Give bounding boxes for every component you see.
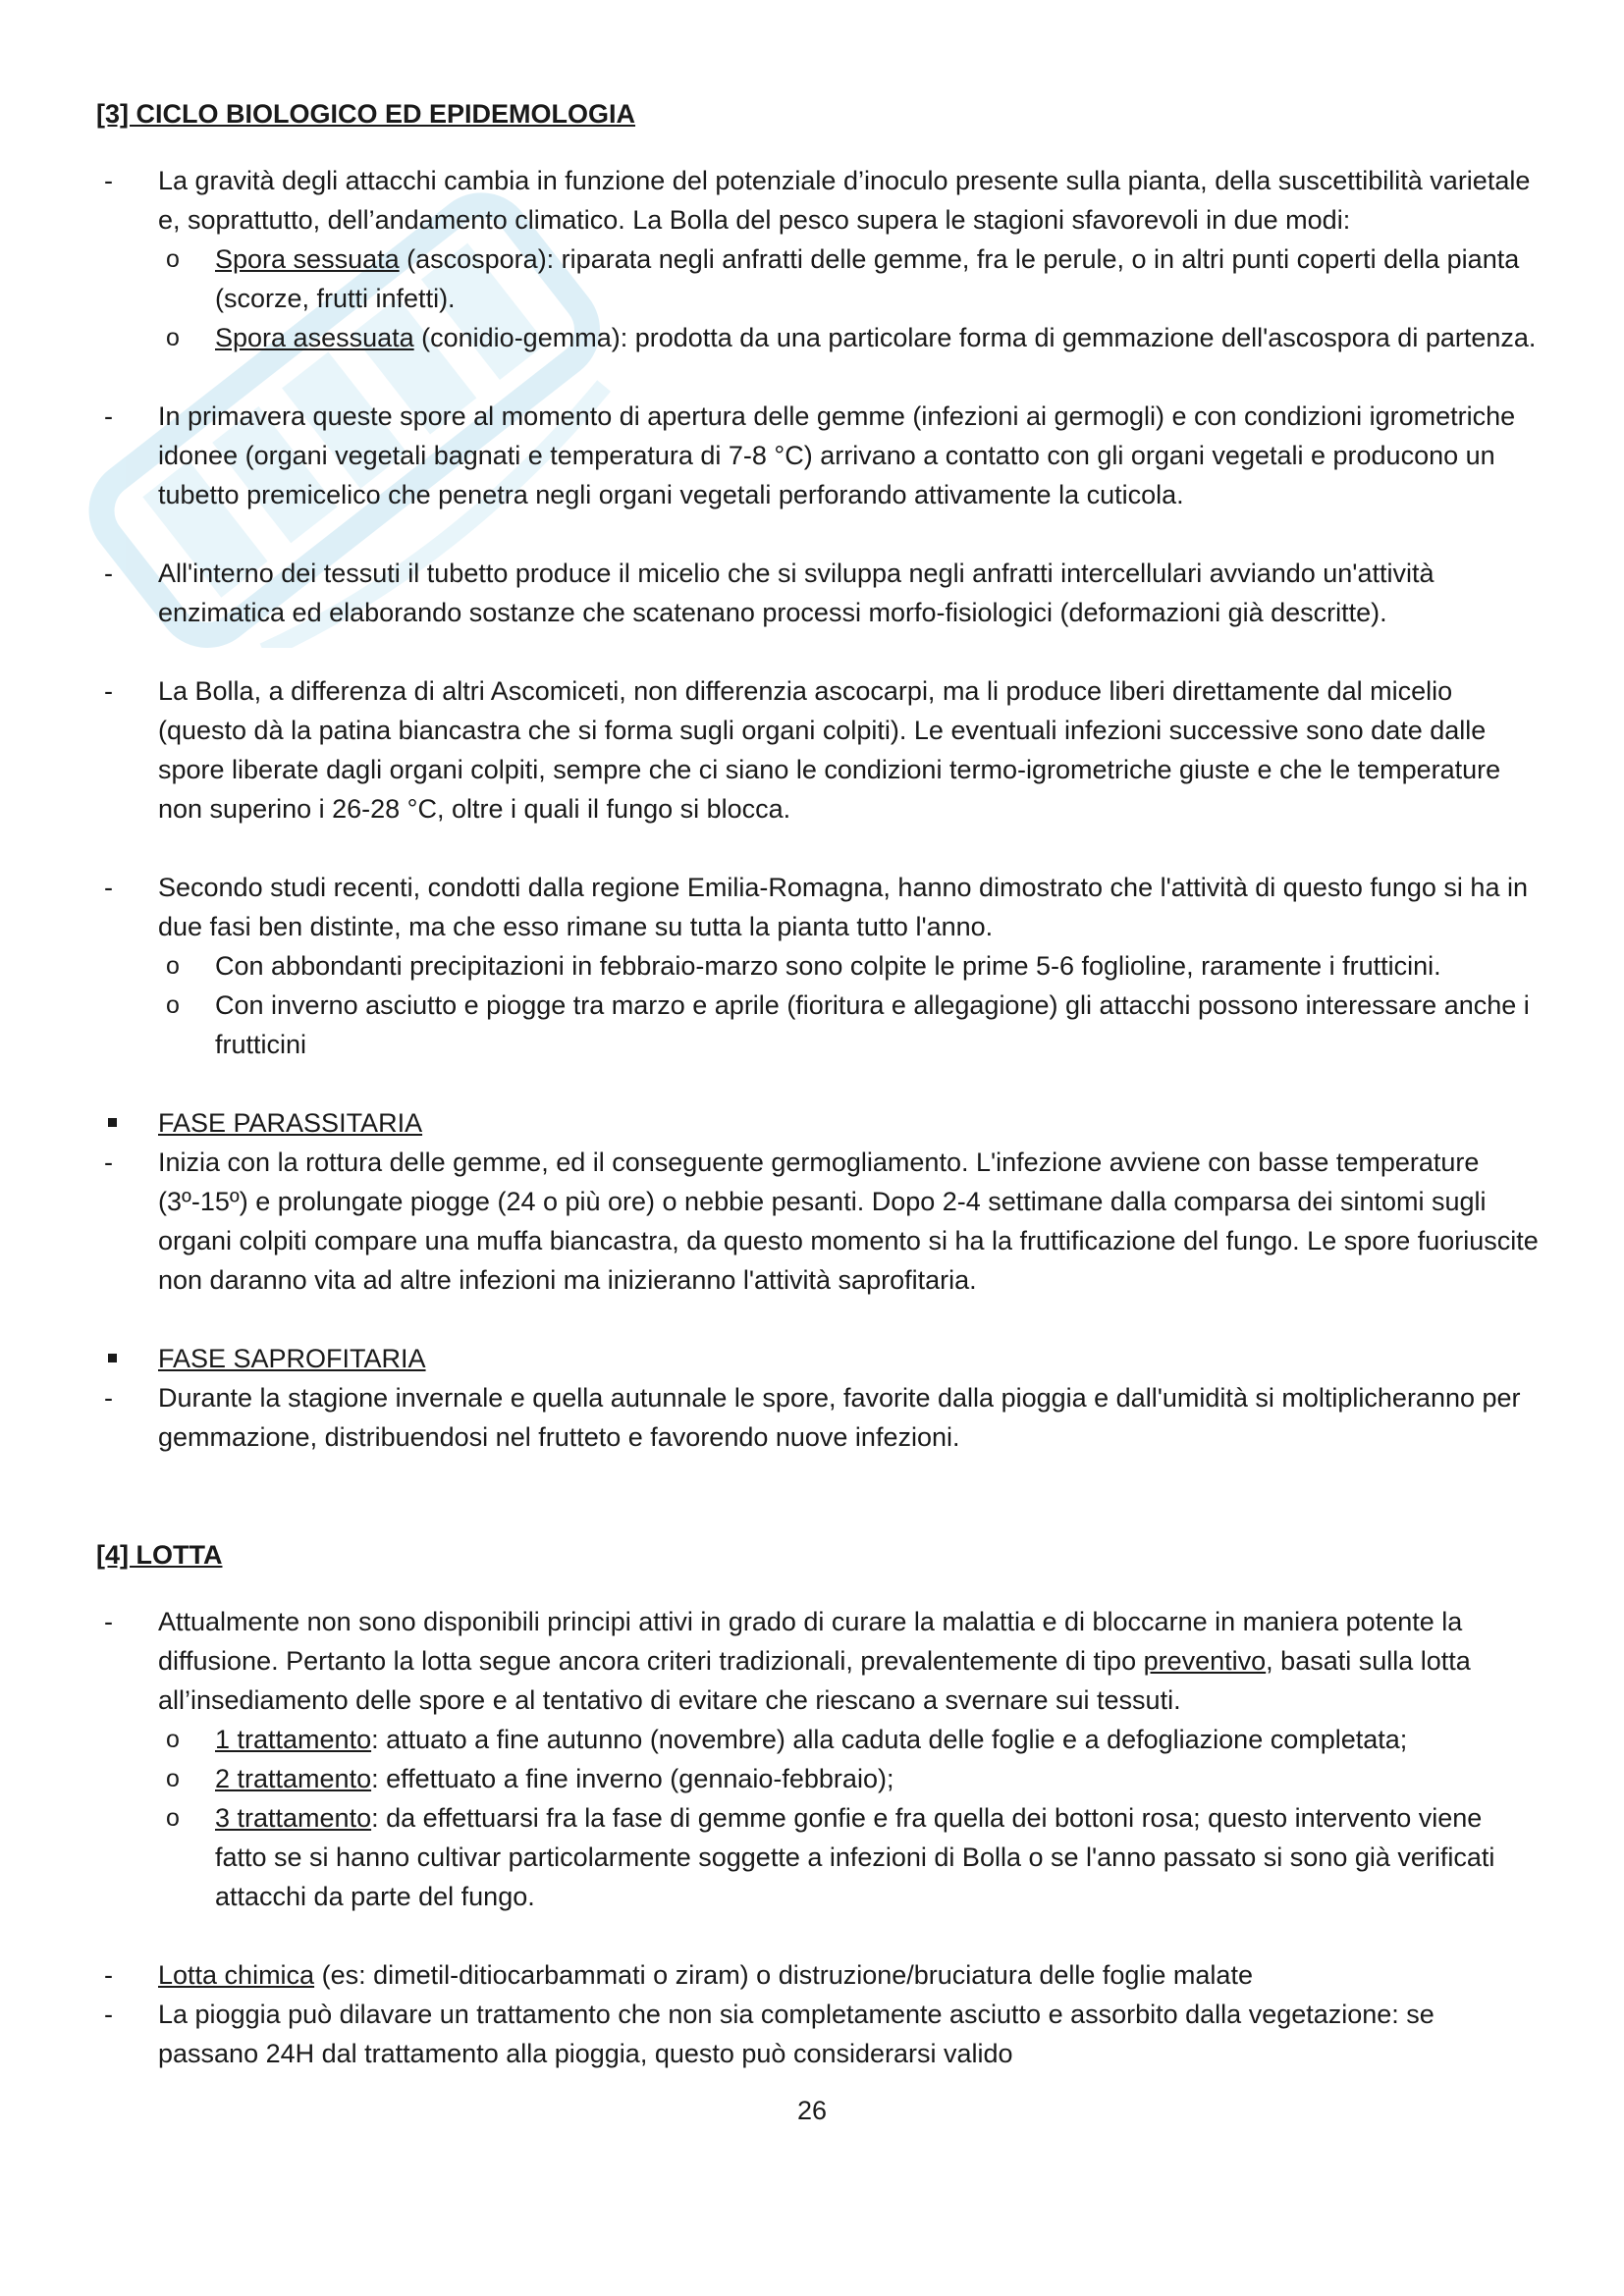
term-trattamento-1: 1 trattamento	[215, 1725, 372, 1754]
sub-item-text: : effettuato a fine inverno (gennaio-febbraio);	[371, 1764, 894, 1793]
sub-list-item	[96, 318, 1540, 357]
paragraph-text: La gravità degli attacchi cambia in funzione del potenziale d’inoculo presente sulla pianta, della suscettibilità varietale e, soprattutto, dell’andamento climatico. La Bolla del pesco supera le stagioni sfavorevoli in due modi:	[158, 166, 1531, 235]
paragraph-text: Inizia con la rottura delle gemme, ed il conseguente germogliamento. L'infezione avviene con basse temperature (3º-15º) e prolungate piogge (24 o più ore) o nebbie pesanti. Dopo 2-4 settimane dalla comparsa dei sintomi sugli organi colpiti compare una muffa biancastra, da questo momento si ha la fruttificazione del fungo. Le spore fuoriuscite non daranno vita ad altre infezioni ma inizieranno l'attività saprofitaria.	[158, 1148, 1539, 1295]
circle-bullet: o	[166, 245, 180, 273]
dash-marker: -	[104, 1148, 113, 1177]
sub-item-text: : da effettuarsi fra la fase di gemme gonfie e fra quella dei bottoni rosa; questo intervento viene fatto se si hanno cultivar particolarmente soggette a infezioni di Bolla o se l'anno passato si sono già verificati attacchi da parte del fungo.	[215, 1803, 1495, 1911]
section-4-heading: [4] LOTTA	[96, 1540, 223, 1570]
circle-bullet: o	[166, 991, 180, 1019]
phase-title-row	[96, 1339, 1540, 1378]
sub-item-text: : attuato a fine autunno (novembre) alla caduta delle foglie e a defogliazione completata;	[371, 1725, 1408, 1754]
list-item	[96, 161, 1540, 240]
paragraph-text: Durante la stagione invernale e quella autunnale le spore, favorite dalla pioggia e dall'umidità si moltiplicheranno per gemmazione, distribuendosi nel frutteto e favorendo nuove infezioni.	[158, 1383, 1521, 1452]
paragraph-text: La pioggia può dilavare un trattamento che non sia completamente asciutto e assorbito dalla vegetazione: se passano 24H dal trattamento alla pioggia, questo può considerarsi valido	[158, 2000, 1435, 2068]
paragraph-text: Secondo studi recenti, condotti dalla regione Emilia-Romagna, hanno dimostrato che l'attività di questo fungo si ha in due fasi ben distinte, ma che esso rimane su tutta la pianta tutto l'anno.	[158, 873, 1528, 941]
term-spora-asessuata: Spora asessuata	[215, 323, 414, 352]
paragraph-text: (es: dimetil-ditiocarbammati o ziram) o distruzione/bruciatura delle foglie malate	[314, 1960, 1253, 1990]
circle-bullet: o	[166, 952, 180, 980]
term-trattamento-3: 3 trattamento	[215, 1803, 372, 1833]
list-item	[96, 554, 1540, 632]
sub-item-text: (ascospora): riparata negli anfratti delle gemme, fra le perule, o in altri punti coperti della pianta (scorze, frutti infetti).	[215, 244, 1520, 313]
list-item	[96, 1602, 1540, 1720]
paragraph-text: La Bolla, a differenza di altri Ascomiceti, non differenzia ascocarpi, ma li produce liberi direttamente dal micelio (questo dà la patina biancastra che si forma sugli organi colpiti). Le eventuali infezioni successive sono date dalle spore liberate dagli organi colpiti, sempre che ci siano le condizioni termo-igrometriche giuste e che le temperature non superino i 26-28 °C, oltre i quali il fungo si blocca.	[158, 676, 1501, 824]
circle-bullet: o	[166, 324, 180, 351]
list-item	[96, 671, 1540, 828]
content	[96, 94, 1540, 2073]
term-lotta-chimica: Lotta chimica	[158, 1960, 315, 1990]
list-item	[96, 397, 1540, 514]
sub-list-item	[96, 946, 1540, 986]
dash-marker: -	[104, 559, 113, 588]
phase-parassitaria-title: FASE PARASSITARIA	[158, 1108, 423, 1138]
paragraph-text: , basati sulla lotta all’insediamento delle spore e al tentativo di evitare che riescano a svernare sui tessuti.	[158, 1646, 1471, 1715]
circle-bullet: o	[166, 1765, 180, 1792]
term-spora-sessuata: Spora sessuata	[215, 244, 400, 274]
dash-marker: -	[104, 873, 113, 902]
paragraph-text: Attualmente non sono disponibili principi attivi in grado di curare la malattia e di bloccarne in maniera potente la diffusione. Pertanto la lotta segue ancora criteri tradizionali, prevalentemente di tipo	[158, 1607, 1463, 1676]
sub-list-item	[96, 1759, 1540, 1798]
sub-list-item	[96, 1720, 1540, 1759]
term-trattamento-2: 2 trattamento	[215, 1764, 372, 1793]
dash-marker: -	[104, 166, 113, 195]
sub-item-text: Con abbondanti precipitazioni in febbraio-marzo sono colpite le prime 5-6 foglioline, raramente i frutticini.	[215, 951, 1441, 981]
dash-marker: -	[104, 1383, 113, 1413]
paragraph-text: In primavera queste spore al momento di apertura delle gemme (infezioni ai germogli) e con condizioni igrometriche idonee (organi vegetali bagnati e temperatura di 7-8 °C) arrivano a contatto con gli organi vegetali e producono un tubetto premicelico che penetra negli organi vegetali perforando attivamente la cuticola.	[158, 401, 1516, 509]
sub-item-text: Con inverno asciutto e piogge tra marzo e aprile (fioritura e allegagione) gli attacchi possono interessare anche i frutticini	[215, 990, 1530, 1059]
sub-list-item	[96, 1798, 1540, 1916]
list-item	[96, 1143, 1540, 1300]
phase-title-row	[96, 1103, 1540, 1143]
circle-bullet: o	[166, 1804, 180, 1832]
list-item	[96, 1378, 1540, 1457]
dash-marker: -	[104, 1960, 113, 1990]
dash-marker: -	[104, 676, 113, 706]
term-preventivo: preventivo	[1143, 1646, 1267, 1676]
dash-marker: -	[104, 401, 113, 431]
sub-item-text: (conidio-gemma): prodotta da una particolare forma di gemmazione dell'ascospora di partenza.	[413, 323, 1537, 352]
section-3-heading: [3] CICLO BIOLOGICO ED EPIDEMOLOGIA	[96, 99, 636, 129]
dash-marker: -	[104, 1607, 113, 1636]
sub-list-item	[96, 986, 1540, 1064]
paragraph-text: All'interno dei tessuti il tubetto produce il micelio che si sviluppa negli anfratti intercellulari avviando un'attività enzimatica ed elaborando sostanze che scatenano processi morfo-fisiologici (deformazioni già descritte).	[158, 559, 1435, 627]
circle-bullet: o	[166, 1726, 180, 1753]
square-bullet-icon	[108, 1118, 117, 1127]
page-number: 26	[796, 2096, 828, 2125]
phase-saprofitaria-title: FASE SAPROFITARIA	[158, 1344, 426, 1373]
list-item	[96, 1955, 1540, 1995]
dash-marker: -	[104, 2000, 113, 2029]
list-item	[96, 1995, 1540, 2073]
list-item	[96, 868, 1540, 946]
sub-list-item	[96, 240, 1540, 318]
square-bullet-icon	[108, 1354, 117, 1362]
